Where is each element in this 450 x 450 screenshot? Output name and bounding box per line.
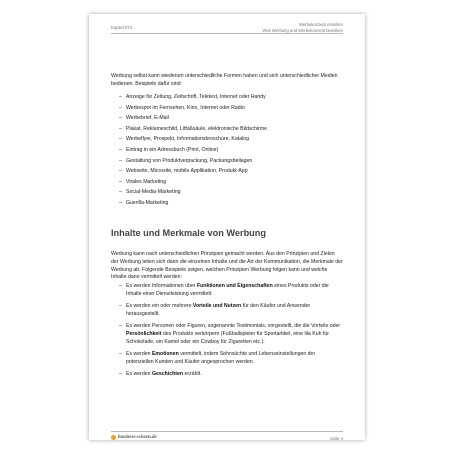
list-item [119,351,343,367]
list-item: – Webseite, Microsite, mobile Applikation, Produkt-App [119,168,341,179]
logo-dot-icon [111,435,116,440]
header-title-main: Werbekonzept erstellen [299,22,343,27]
page-number: Seite 4 [329,436,343,441]
list-item-text: eines Produkts oder die Inhalte einer Dienstleistung vermittelt. [126,283,329,297]
list-item-text: Es werden Personen oder Figuren, sogenannte Testimonials, vorgestellt, die die Vorteile oder [126,322,341,329]
list-item: – Werbebrief, E-Mail [119,115,341,126]
list-item-text: vermittelt, indem Sehnsüchte und Lebenseinstellungen der potenziellen Kunden und Käufer angesprochen werden. [126,350,316,365]
list-item-text: für den Käufer und Anwender herausgestellt. [126,302,311,317]
list-item: – Guerilla-Marketing [119,200,341,211]
list-item-text: Es werden ein oder mehrere [126,302,193,309]
list-item-text: Es werden Informationen über [126,283,197,289]
list-item [119,303,343,319]
emphasis-text: Funktionen und Eigenschaften [196,283,273,289]
header-title-sub: Was Werbung und Werbekonzept bewirken [262,28,343,33]
chapter-label: Kapitel 073 [111,25,132,30]
document-page [89,14,365,440]
header-divider [111,33,343,34]
media-list [119,94,341,211]
principles-list [119,283,343,383]
list-item: – Virales Marketing [119,179,341,190]
logo-text: business-wissen.de [118,435,157,440]
list-item-text: Es werden [126,370,152,377]
list-item [119,283,343,299]
list-item: – Social-Media-Marketing [119,189,341,200]
intro-paragraph: Werbung selbst kann wiederum unterschiedliche Formen haben und sich unterschiedlicher Medien bedienen. Beispiele dafür sind: [111,73,338,87]
list-item-text: des Produkts verkörpern (Fußballspieler für Sportartikel, eine lila Kuh für Schokolade, ein Kamel oder ein Cowboy für Zigaretten etc.). [126,330,329,345]
footer-divider [111,431,343,432]
emphasis-text: Geschichten [151,370,184,377]
list-item: – Gestaltung von Produktverpackung, Packungsbeilagen [119,158,341,169]
section-heading: Inhalte und Merkmale von Werbung [111,228,267,238]
list-item: – Werbespot im Fernsehen, Kino, Internet oder Radio [119,105,341,116]
emphasis-text: Emotionen [151,350,179,357]
list-item-text: Es werden [126,350,152,357]
list-item: – Plakat, Reklameschild, Litfaßsäule, elektronische Bildschirme [119,126,341,137]
list-item: – Werbeflyer, Prospekt, Informationsbroschüre, Katalog [119,136,341,147]
brand-logo[interactable] [111,435,157,440]
list-item: – Eintrag in ein Adressbuch (Print, Online) [119,147,341,158]
list-item [119,323,343,346]
list-item [119,371,343,379]
emphasis-text: Vorteile und Nutzen [192,302,242,309]
list-item: – Anzeige für Zeitung, Zeitschrift, Teletext, Internet oder Handy [119,94,341,105]
section-paragraph: Werbung kann nach unterschiedlichen Prinzipien gemacht werden. Aus den Prinzipien und Zielen der Werbung leiten sich dann die einzelnen Inhalte und die Art der Kommunikation, die Merkmale der Werbung ab. Folgende Beispiele zeigen, welchen Prinzipien Werbung folgen kann und welche Inhalte dann vermittelt werden: [111,251,343,281]
emphasis-text: Persönlichkeit [126,330,162,337]
list-item-text: erzählt. [183,370,202,377]
